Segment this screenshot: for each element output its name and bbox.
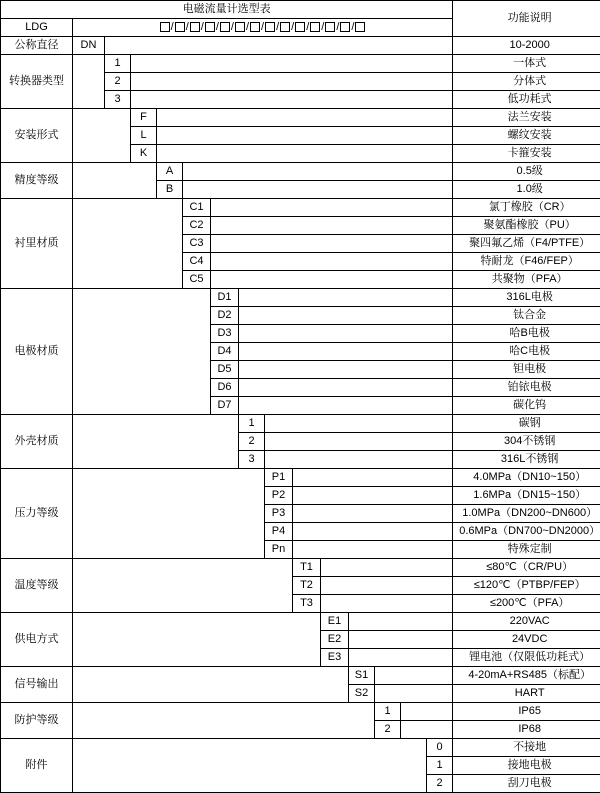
desc-temperature-grade-3: ≤200℃（PFA） — [453, 595, 600, 613]
table-row — [1, 55, 600, 73]
desc-protection-grade-1: IP65 — [453, 703, 600, 721]
code-lining-material-2: C2 — [183, 217, 211, 235]
code-box — [340, 22, 350, 32]
table-row — [1, 199, 600, 217]
spacer — [211, 271, 453, 289]
desc-electrode-material-2: 钛合金 — [453, 307, 600, 325]
spacer — [349, 649, 453, 667]
code-mounting-form-2: L — [131, 127, 157, 145]
table-row — [1, 739, 600, 757]
spacer — [183, 163, 453, 181]
desc-converter-type-3: 低功耗式 — [453, 91, 600, 109]
code-temperature-grade-1: T1 — [293, 559, 321, 577]
desc-protection-grade-2: IP68 — [453, 721, 600, 739]
desc-electrode-material-3: 哈B电极 — [453, 325, 600, 343]
row-label-mounting-form: 安装形式 — [1, 109, 73, 163]
code-nominal-diameter: DN — [73, 37, 105, 55]
model-prefix: LDG — [1, 19, 73, 37]
code-electrode-material-4: D4 — [211, 343, 239, 361]
code-mounting-form-3: K — [131, 145, 157, 163]
spacer — [211, 217, 453, 235]
desc-pressure-grade-4: 0.6MPa（DN700~DN2000） — [453, 523, 600, 541]
code-converter-type-3: 3 — [105, 91, 131, 109]
table-row — [1, 613, 600, 631]
spacer — [73, 109, 131, 163]
spacer — [73, 703, 375, 739]
spacer — [375, 685, 453, 703]
desc-mounting-form-1: 法兰安装 — [453, 109, 600, 127]
spacer — [321, 595, 453, 613]
row-label-accessories: 附件 — [1, 739, 73, 793]
desc-signal-output-1: 4-20mA+RS485（标配） — [453, 667, 600, 685]
code-lining-material-3: C3 — [183, 235, 211, 253]
table-header-row — [1, 1, 600, 19]
code-box — [190, 22, 200, 32]
spacer — [293, 469, 453, 487]
code-pressure-grade-2: P2 — [265, 487, 293, 505]
spacer — [183, 181, 453, 199]
desc-lining-material-5: 共聚物（PFA） — [453, 271, 600, 289]
code-box — [220, 22, 230, 32]
spacer — [293, 487, 453, 505]
code-box — [355, 22, 365, 32]
code-box — [175, 22, 185, 32]
code-box — [280, 22, 290, 32]
desc-power-supply-3: 锂电池（仅限低功耗式） — [453, 649, 600, 667]
table-row — [1, 163, 600, 181]
desc-accuracy-grade-2: 1.0级 — [453, 181, 600, 199]
spacer — [73, 667, 349, 703]
spacer — [239, 379, 453, 397]
desc-electrode-material-5: 钽电极 — [453, 361, 600, 379]
spacer — [401, 703, 453, 721]
code-shell-material-3: 3 — [239, 451, 265, 469]
spacer — [293, 523, 453, 541]
desc-shell-material-1: 碳钢 — [453, 415, 600, 433]
desc-pressure-grade-3: 1.0MPa（DN200~DN600） — [453, 505, 600, 523]
code-protection-grade-1: 1 — [375, 703, 401, 721]
desc-accuracy-grade-1: 0.5级 — [453, 163, 600, 181]
code-box — [310, 22, 320, 32]
code-shell-material-1: 1 — [239, 415, 265, 433]
desc-accessories-1: 不接地 — [453, 739, 600, 757]
row-label-converter-type: 转换器类型 — [1, 55, 73, 109]
spacer — [375, 667, 453, 685]
code-electrode-material-2: D2 — [211, 307, 239, 325]
spacer — [265, 451, 453, 469]
code-lining-material-4: C4 — [183, 253, 211, 271]
spacer — [321, 577, 453, 595]
spacer — [73, 55, 105, 109]
desc-temperature-grade-2: ≤120℃（PTBP/FEP） — [453, 577, 600, 595]
code-electrode-material-7: D7 — [211, 397, 239, 415]
spacer — [239, 289, 453, 307]
desc-power-supply-1: 220VAC — [453, 613, 600, 631]
table-row — [1, 469, 600, 487]
code-box — [325, 22, 335, 32]
code-protection-grade-2: 2 — [375, 721, 401, 739]
code-power-supply-2: E2 — [321, 631, 349, 649]
row-label-protection-grade: 防护等级 — [1, 703, 73, 739]
code-electrode-material-5: D5 — [211, 361, 239, 379]
spacer — [239, 343, 453, 361]
spacer — [105, 37, 453, 55]
desc-lining-material-3: 聚四氟乙烯（F4/PTFE） — [453, 235, 600, 253]
spacer — [239, 325, 453, 343]
spacer — [349, 613, 453, 631]
desc-temperature-grade-1: ≤80℃（CR/PU） — [453, 559, 600, 577]
spacer — [239, 307, 453, 325]
desc-accessories-2: 接地电极 — [453, 757, 600, 775]
row-label-nominal-diameter: 公称直径 — [1, 37, 73, 55]
code-power-supply-3: E3 — [321, 649, 349, 667]
code-power-supply-1: E1 — [321, 613, 349, 631]
row-label-signal-output: 信号输出 — [1, 667, 73, 703]
code-box — [160, 22, 170, 32]
desc-electrode-material-7: 碳化钨 — [453, 397, 600, 415]
desc-converter-type-2: 分体式 — [453, 73, 600, 91]
desc-electrode-material-6: 铂铱电极 — [453, 379, 600, 397]
code-electrode-material-3: D3 — [211, 325, 239, 343]
desc-electrode-material-4: 哈C电极 — [453, 343, 600, 361]
desc-mounting-form-2: 螺纹安装 — [453, 127, 600, 145]
spacer — [73, 613, 321, 667]
desc-converter-type-1: 一体式 — [453, 55, 600, 73]
code-pressure-grade-4: P4 — [265, 523, 293, 541]
spacer — [239, 397, 453, 415]
code-accuracy-grade-2: B — [157, 181, 183, 199]
spacer — [73, 163, 157, 199]
spacer — [73, 559, 293, 613]
code-box — [295, 22, 305, 32]
desc-pressure-grade-2: 1.6MPa（DN15~150） — [453, 487, 600, 505]
code-accessories-2: 1 — [427, 757, 453, 775]
desc-pressure-grade-1: 4.0MPa（DN10~150） — [453, 469, 600, 487]
table-row — [1, 703, 600, 721]
table-row — [1, 37, 600, 55]
spacer — [131, 55, 453, 73]
code-signal-output-2: S2 — [349, 685, 375, 703]
table-row — [1, 109, 600, 127]
spacer — [293, 541, 453, 559]
spacer — [211, 199, 453, 217]
code-electrode-material-1: D1 — [211, 289, 239, 307]
spacer — [321, 559, 453, 577]
row-label-temperature-grade: 温度等级 — [1, 559, 73, 613]
desc-lining-material-2: 聚氨酯橡胶（PU） — [453, 217, 600, 235]
desc-nominal-diameter: 10-2000 — [453, 37, 600, 55]
table-row — [1, 559, 600, 577]
row-label-accuracy-grade: 精度等级 — [1, 163, 73, 199]
code-pressure-grade-3: P3 — [265, 505, 293, 523]
row-label-pressure-grade: 压力等级 — [1, 469, 73, 559]
desc-electrode-material-1: 316L电极 — [453, 289, 600, 307]
spacer — [211, 253, 453, 271]
code-box — [235, 22, 245, 32]
code-temperature-grade-2: T2 — [293, 577, 321, 595]
code-pressure-grade-5: Pn — [265, 541, 293, 559]
desc-mounting-form-3: 卡箍安装 — [453, 145, 600, 163]
spacer — [349, 631, 453, 649]
spacer — [73, 199, 183, 289]
table-row — [1, 667, 600, 685]
code-electrode-material-6: D6 — [211, 379, 239, 397]
code-box — [205, 22, 215, 32]
spacer — [73, 469, 265, 559]
spacer — [73, 289, 211, 415]
desc-signal-output-2: HART — [453, 685, 600, 703]
spacer — [265, 415, 453, 433]
code-shell-material-2: 2 — [239, 433, 265, 451]
row-label-electrode-material: 电极材质 — [1, 289, 73, 415]
code-converter-type-1: 1 — [105, 55, 131, 73]
spacer — [157, 127, 453, 145]
code-accuracy-grade-1: A — [157, 163, 183, 181]
model-code-boxes: / / / / / / / / / / / / / — [73, 19, 453, 37]
spacer — [293, 505, 453, 523]
desc-accessories-3: 刮刀电极 — [453, 775, 600, 793]
row-label-power-supply: 供电方式 — [1, 613, 73, 667]
code-signal-output-1: S1 — [349, 667, 375, 685]
desc-power-supply-2: 24VDC — [453, 631, 600, 649]
code-accessories-3: 2 — [427, 775, 453, 793]
code-converter-type-2: 2 — [105, 73, 131, 91]
row-label-shell-material: 外壳材质 — [1, 415, 73, 469]
spacer — [239, 361, 453, 379]
spacer — [211, 235, 453, 253]
spacer — [157, 145, 453, 163]
desc-lining-material-1: 氯丁橡胶（CR） — [453, 199, 600, 217]
code-mounting-form-1: F — [131, 109, 157, 127]
desc-lining-material-4: 特耐龙（F46/FEP） — [453, 253, 600, 271]
code-lining-material-5: C5 — [183, 271, 211, 289]
code-lining-material-1: C1 — [183, 199, 211, 217]
code-pressure-grade-1: P1 — [265, 469, 293, 487]
spacer — [73, 739, 427, 793]
desc-shell-material-2: 304不锈钢 — [453, 433, 600, 451]
table-title: 电磁流量计选型表 — [1, 1, 453, 19]
spacer — [157, 109, 453, 127]
desc-shell-material-3: 316L不锈钢 — [453, 451, 600, 469]
spacer — [401, 721, 453, 739]
spacer — [73, 415, 239, 469]
code-temperature-grade-3: T3 — [293, 595, 321, 613]
spacer — [131, 73, 453, 91]
table-row — [1, 289, 600, 307]
code-box — [250, 22, 260, 32]
spacer — [131, 91, 453, 109]
spacer — [265, 433, 453, 451]
code-accessories-1: 0 — [427, 739, 453, 757]
table-row — [1, 415, 600, 433]
desc-pressure-grade-5: 特殊定制 — [453, 541, 600, 559]
code-box — [265, 22, 275, 32]
description-header: 功能说明 — [453, 1, 600, 37]
row-label-lining-material: 衬里材质 — [1, 199, 73, 289]
